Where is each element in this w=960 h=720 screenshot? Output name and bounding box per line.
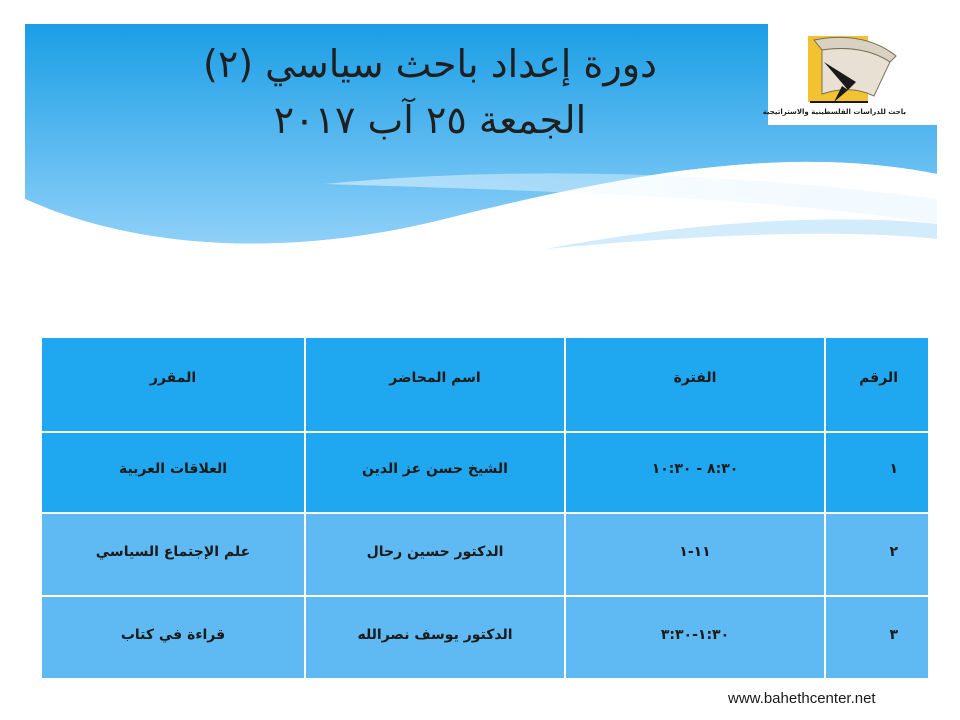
schedule-table [40,336,930,680]
header-number: الرقم [825,337,929,432]
cell-number: ٢ [825,513,929,596]
slide-title [120,36,740,148]
logo-text: باحث للدراسات الفلسطينية والاستراتيجية [762,108,906,116]
table-row [41,513,929,596]
cell-lecturer: الشيخ حسن عز الدين [305,432,565,513]
cell-period: ١١-١ [565,513,825,596]
cell-lecturer: الدكتور يوسف نصرالله [305,596,565,679]
table-row [41,432,929,513]
table-row [41,596,929,679]
cell-course: علم الإجتماع السياسي [41,513,305,596]
pen-nib-scroll-logo-icon [804,32,900,108]
cell-course: العلاقات العربية [41,432,305,513]
title-line-2: الجمعة ٢٥ آب ٢٠١٧ [273,98,587,142]
cell-course: قراءة في كتاب [41,596,305,679]
cell-number: ٣ [825,596,929,679]
header-course: المقرر [41,337,305,432]
footer-url: www.bahethcenter.net [728,690,876,707]
cell-lecturer: الدكتور حسين رحال [305,513,565,596]
title-line-1: دورة إعداد باحث سياسي (٢) [203,42,657,86]
table-header-row [41,337,929,432]
cell-number: ١ [825,432,929,513]
logo [762,24,937,125]
cell-period: ١:٣٠-٣:٣٠ [565,596,825,679]
cell-period: ٨:٣٠ - ١٠:٣٠ [565,432,825,513]
header-lecturer: اسم المحاضر [305,337,565,432]
header-period: الفترة [565,337,825,432]
